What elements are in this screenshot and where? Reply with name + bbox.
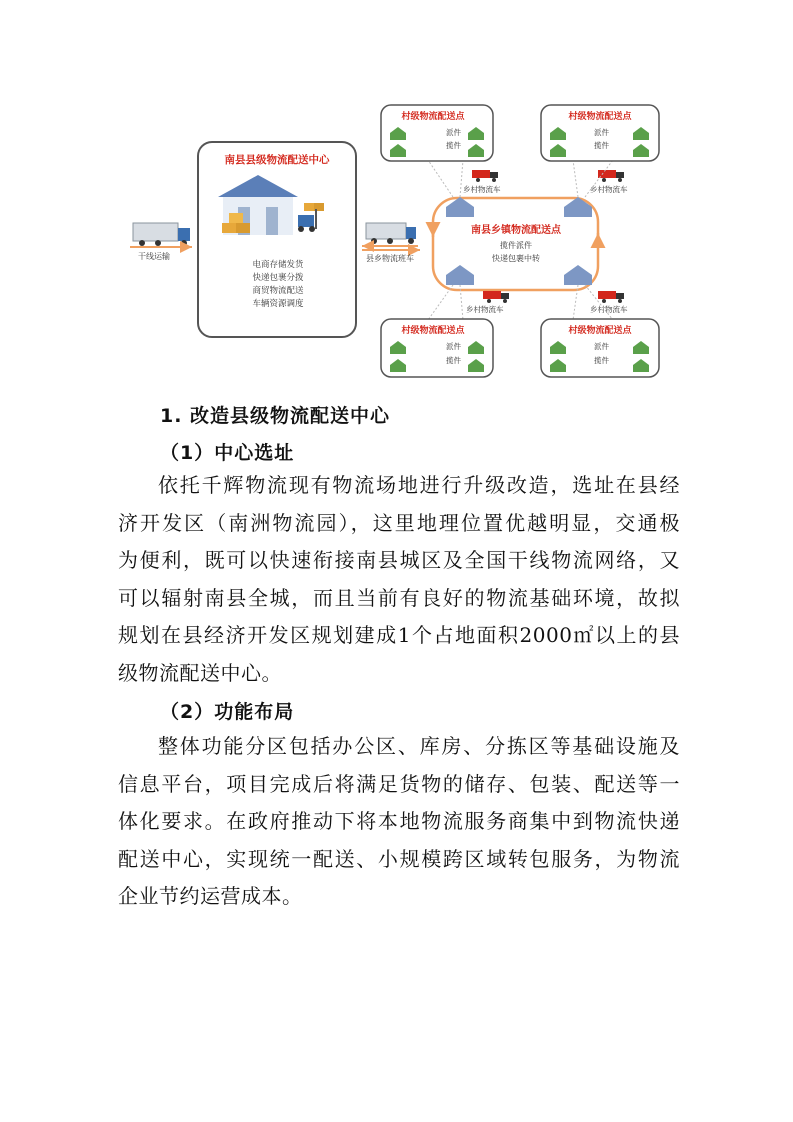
text-line: 依托千辉物流现有物流场地进行升级改造，选址在县经 xyxy=(158,473,680,497)
text-line: 级物流配送中心。 xyxy=(118,660,282,685)
township-title: 南县乡镇物流配送点 xyxy=(471,225,561,236)
trunk-truck-icon xyxy=(133,223,190,246)
text-line: 可以辐射南县全城，而且当前有良好的物流基础环境，故拟 xyxy=(118,585,680,610)
text-line: 规划在县经济开发区规划建成1个占地面积2000㎡以上的县 xyxy=(118,623,680,647)
village-title: 村级物流配送点 xyxy=(568,112,632,122)
county-function: 快递包裹分拨 xyxy=(252,273,304,283)
county-center-panel xyxy=(198,142,356,337)
village-panel xyxy=(381,105,493,161)
text-line: 济开发区（南洲物流园），这里地理位置优越明显，交通极 xyxy=(118,510,680,535)
village-pickup: 揽件 xyxy=(594,356,609,365)
village-panel xyxy=(541,105,659,161)
text-line: 企业节约运营成本。 xyxy=(118,884,303,908)
subsection-title-location: （1）中心选址 xyxy=(160,442,295,464)
village-title: 村级物流配送点 xyxy=(568,326,632,336)
village-title: 村级物流配送点 xyxy=(401,326,465,336)
subsection-title-layout: （2）功能布局 xyxy=(160,701,295,723)
section-title: 1. 改造县级物流配送中心 xyxy=(160,405,391,427)
shuttle-truck-icon xyxy=(366,223,416,244)
county-function: 商贸物流配送 xyxy=(252,286,304,296)
village-dispatch: 派件 xyxy=(446,342,461,351)
shuttle-label: 县乡物流班车 xyxy=(366,254,414,263)
village-dispatch: 派件 xyxy=(594,128,609,137)
flow-lines xyxy=(428,160,613,320)
village-truck-label: 乡村物流车 xyxy=(463,185,501,194)
village-panel xyxy=(541,319,659,377)
village-pickup: 揽件 xyxy=(594,141,609,150)
text-line: 整体功能分区包括办公区、库房、分拣区等基础设施及 xyxy=(158,734,680,758)
text-line: 体化要求。在政府推动下将本地物流服务商集中到物流快递 xyxy=(118,809,680,833)
paragraph-layout xyxy=(118,728,680,916)
township-function: 快递包裹中转 xyxy=(492,254,540,263)
county-function: 车辆资源调度 xyxy=(252,299,304,309)
village-dispatch: 派件 xyxy=(594,342,609,351)
text-line: 为便利，既可以快速衔接南县城区及全国干线物流网络，又 xyxy=(118,548,680,572)
village-truck-label: 乡村物流车 xyxy=(590,305,628,314)
county-function: 电商存储发货 xyxy=(252,260,304,270)
township-function: 揽件派件 xyxy=(500,241,532,250)
village-pickup: 揽件 xyxy=(446,356,461,365)
logistics-diagram xyxy=(128,95,688,385)
village-dispatch: 派件 xyxy=(446,128,461,137)
trunk-label: 干线运输 xyxy=(138,252,170,261)
village-truck-label: 乡村物流车 xyxy=(590,185,628,194)
village-title: 村级物流配送点 xyxy=(401,112,465,122)
village-pickup: 揽件 xyxy=(446,141,461,150)
logistics-diagram-svg xyxy=(128,95,688,385)
text-line: 配送中心，实现统一配送、小规模跨区域转包服务，为物流 xyxy=(118,846,680,871)
paragraph-location xyxy=(118,467,680,692)
village-truck-label: 乡村物流车 xyxy=(466,305,504,314)
text-line: 信息平台，项目完成后将满足货物的储存、包装、配送等一 xyxy=(118,771,680,796)
county-center-title: 南县县级物流配送中心 xyxy=(224,154,330,166)
village-panel xyxy=(381,319,493,377)
